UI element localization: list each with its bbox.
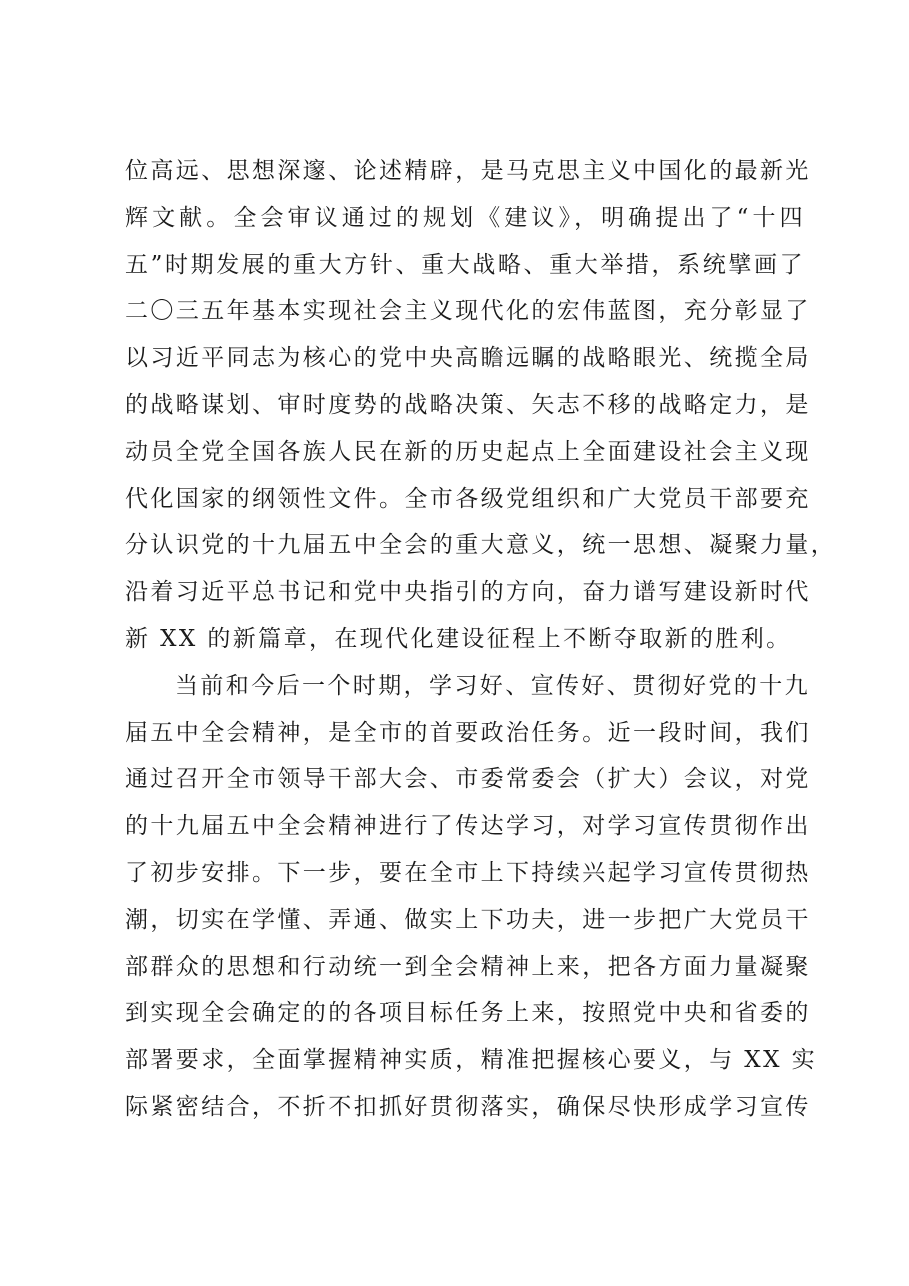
text-line: 动员全党全国各族人民在新的历史起点上全面建设社会主义现 [125,438,811,465]
text-line: 部署要求，全面掌握精神实质，精准把握核心要义，与 XX 实 [125,1047,817,1074]
text-line: 的十九届五中全会精神进行了传达学习，对学习宣传贯彻作出 [125,813,811,840]
text-line: 了初步安排。下一步，要在全市上下持续兴起学习宣传贯彻热 [125,859,811,886]
text-line: 位高远、思想深邃、论述精辟，是马克思主义中国化的最新光 [125,158,811,184]
text-line: 部群众的思想和行动统一到全会精神上来，把各方面力量凝聚 [125,953,811,980]
text-line: 以习近平同志为核心的党中央高瞻远瞩的战略眼光、统揽全局 [125,345,811,372]
text-line: 际紧密结合，不折不扣抓好贯彻落实，确保尽快形成学习宣传 [125,1093,811,1120]
text-line: 潮，切实在学懂、弄通、做实上下功夫，进一步把广大党员干 [125,906,811,933]
text-line: 五”时期发展的重大方针、重大战略、重大举措，系统擘画了 [125,251,805,278]
text-line: 代化国家的纲领性文件。全市各级党组织和广大党员干部要充 [125,485,811,512]
paragraph-2 [125,663,817,1131]
text-line: 二〇三五年基本实现社会主义现代化的宏伟蓝图，充分彰显了 [125,298,811,325]
text-line: 届五中全会精神，是全市的首要政治任务。近一段时间，我们 [125,719,811,746]
text-line: 新 XX 的新篇章，在现代化建设征程上不断夺取新的胜利。 [125,625,792,652]
text-line: 沿着习近平总书记和党中央指引的方向，奋力谱写建设新时代 [125,579,811,606]
text-line: 当前和今后一个时期，学习好、宣传好、贯彻好党的十九 [175,672,810,699]
text-line: 分认识党的十九届五中全会的重大意义，统一思想、凝聚力量， [125,532,837,559]
text-line: 辉文献。全会审议通过的规划《建议》，明确提出了“十四 [125,204,805,231]
paragraph-1 [125,148,837,663]
document-body [125,148,837,1131]
text-line: 通过召开全市领导干部大会、市委常委会（扩大）会议，对党 [125,766,811,793]
text-line: 到实现全会确定的的各项目标任务上来，按照党中央和省委的 [125,1000,811,1027]
text-line: 的战略谋划、审时度势的战略决策、矢志不移的战略定力，是 [125,391,811,418]
